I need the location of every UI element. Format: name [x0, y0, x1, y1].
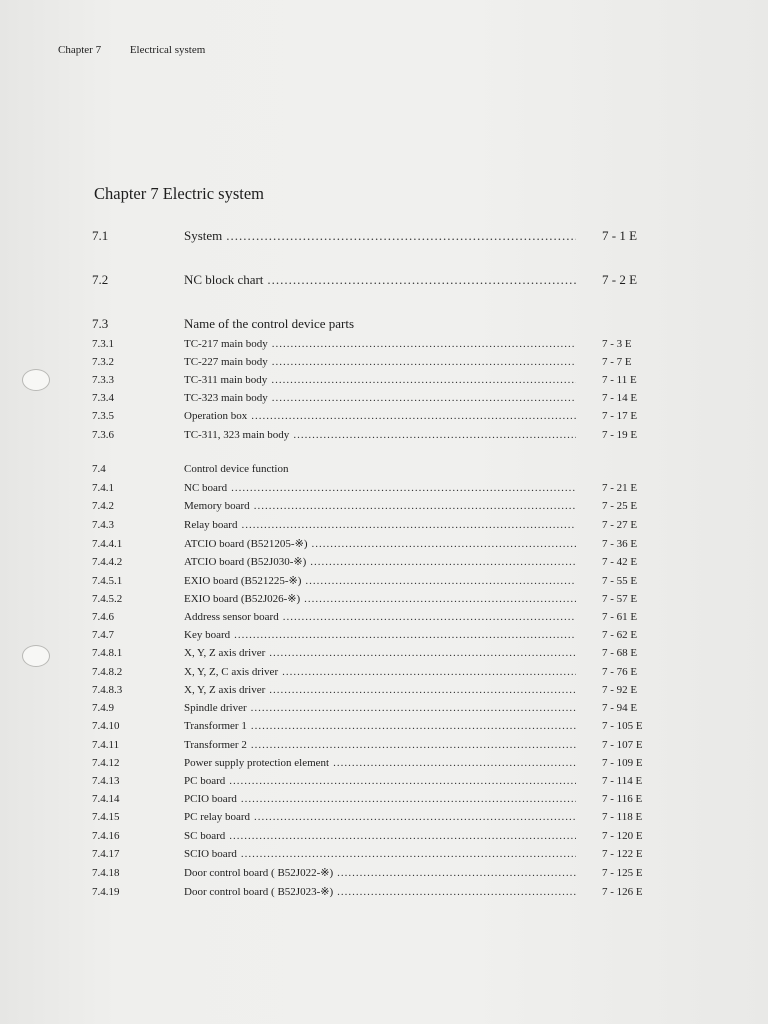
toc-entry-page: 7 - 105 E	[602, 720, 643, 732]
toc-entry-page: 7 - 114 E	[602, 775, 643, 787]
toc-entry-number: 7.3.1	[92, 338, 114, 350]
toc-entry-title: EXIO board (B52J026-※)	[184, 593, 301, 605]
toc-entry-number: 7.4.12	[92, 757, 120, 769]
dot-leader	[234, 629, 576, 641]
toc-entry-page: 7 - 19 E	[602, 429, 638, 441]
toc-entry-number: 7.4.4.2	[92, 556, 123, 568]
toc-entry	[92, 429, 662, 447]
toc-entry	[92, 519, 662, 537]
dot-leader	[226, 228, 576, 244]
toc-entry-number: 7.4.5.1	[92, 575, 123, 587]
toc-entry	[92, 684, 662, 702]
toc-entry-number: 7.4.8.2	[92, 666, 123, 678]
toc-entry-number: 7.3.4	[92, 392, 114, 404]
dot-leader	[229, 830, 576, 842]
dot-leader	[337, 867, 576, 879]
toc-entry-page: 7 - 125 E	[602, 867, 643, 879]
toc-entry-page: 7 - 118 E	[602, 811, 643, 823]
dot-leader	[304, 593, 576, 605]
toc-entry-title: PCIO board	[184, 793, 237, 805]
toc-entry-number: 7.4.8.1	[92, 647, 123, 659]
dot-leader	[269, 647, 576, 659]
toc-entry-page: 7 - 109 E	[602, 757, 643, 769]
toc-entry-title: SC board	[184, 830, 226, 842]
toc-entry-number: 7.1	[92, 228, 109, 243]
toc-entry	[92, 866, 662, 884]
toc-entry	[92, 811, 662, 829]
toc-entry-number: 7.4.5.2	[92, 593, 123, 605]
toc-entry	[92, 647, 662, 665]
toc-entry-title: Door control board ( B52J023-※)	[184, 886, 334, 898]
toc-entry-page: 7 - 25 E	[602, 500, 638, 512]
dot-leader	[251, 410, 576, 422]
toc-entry-number: 7.4.14	[92, 793, 120, 805]
toc-entry-number: 7.3.6	[92, 429, 114, 441]
toc-entry	[92, 228, 662, 246]
toc-entry-page: 7 - 92 E	[602, 684, 638, 696]
toc-entry-title: Transformer 2	[184, 739, 247, 751]
toc-entry-number: 7.4.4.1	[92, 538, 123, 550]
toc-entry-title: NC board	[184, 482, 228, 494]
toc-entry-number: 7.3	[92, 316, 109, 331]
toc-entry	[92, 500, 662, 518]
toc-entry-title: TC-311 main body	[184, 374, 268, 386]
toc-entry-page: 7 - 62 E	[602, 629, 638, 641]
toc-entry-page: 7 - 68 E	[602, 647, 638, 659]
dot-leader	[254, 811, 576, 823]
toc-entry-number: 7.4.9	[92, 702, 114, 714]
toc-entry-title: Door control board ( B52J022-※)	[184, 867, 334, 879]
toc-entry-number: 7.4	[92, 463, 106, 475]
dot-leader	[333, 757, 576, 769]
chapter-title: Chapter 7 Electric system	[94, 184, 264, 203]
toc-entry	[92, 666, 662, 684]
toc-entry	[92, 374, 662, 392]
toc-entry-page: 7 - 120 E	[602, 830, 643, 842]
toc-entry-number: 7.4.11	[92, 739, 120, 751]
toc-entry	[92, 611, 662, 629]
toc-entry-page: 7 - 27 E	[602, 519, 638, 531]
dot-leader	[282, 666, 576, 678]
toc-entry-page: 7 - 1 E	[602, 228, 638, 243]
toc-entry	[92, 392, 662, 410]
toc-entry-number: 7.4.13	[92, 775, 120, 787]
toc-entry-page: 7 - 3 E	[602, 338, 632, 350]
toc-entry-number: 7.4.8.3	[92, 684, 123, 696]
dot-leader	[231, 482, 576, 494]
dot-leader	[283, 611, 576, 623]
toc-entry-page: 7 - 2 E	[602, 272, 638, 287]
toc-entry	[92, 338, 662, 356]
toc-entry	[92, 272, 662, 290]
toc-entry-page: 7 - 36 E	[602, 538, 638, 550]
toc-entry-number: 7.4.19	[92, 886, 120, 898]
toc-entry	[92, 356, 662, 374]
dot-leader	[241, 519, 576, 531]
toc-entry-number: 7.3.2	[92, 356, 114, 368]
toc-entry-page: 7 - 14 E	[602, 392, 638, 404]
toc-entry	[92, 757, 662, 775]
header-section: Electrical system	[129, 44, 206, 56]
toc-entry-title: SCIO board	[184, 848, 237, 860]
toc-entry-number: 7.4.7	[92, 629, 114, 641]
toc-entry	[92, 482, 662, 500]
toc-entry-number: 7.4.2	[92, 500, 114, 512]
toc-entry-title: PC relay board	[184, 811, 250, 823]
toc-entry	[92, 702, 662, 720]
toc-entry	[92, 410, 662, 428]
toc-entry-page: 7 - 76 E	[602, 666, 638, 678]
dot-leader	[337, 886, 576, 898]
toc-entry-number: 7.3.5	[92, 410, 114, 422]
toc-entry	[92, 316, 662, 334]
toc-entry-page: 7 - 17 E	[602, 410, 638, 422]
toc-entry	[92, 848, 662, 866]
toc-entry	[92, 592, 662, 610]
toc-entry	[92, 537, 662, 555]
dot-leader	[272, 392, 576, 404]
dot-leader	[251, 739, 576, 751]
toc-entry-number: 7.3.3	[92, 374, 114, 386]
toc-entry-title: X, Y, Z, C axis driver	[184, 666, 279, 678]
toc-entry-page: 7 - 94 E	[602, 702, 638, 714]
toc-entry-page: 7 - 57 E	[602, 593, 638, 605]
dot-leader	[272, 338, 576, 350]
toc-entry-title: System	[184, 228, 223, 243]
toc-entry-number: 7.4.15	[92, 811, 120, 823]
toc-entry-title: TC-311, 323 main body	[184, 429, 290, 441]
toc-entry-number: 7.4.10	[92, 720, 120, 732]
toc-entry-title: Key board	[184, 629, 231, 641]
toc-entry-title: Name of the control device parts	[184, 316, 355, 331]
toc-entry-title: EXIO board (B521225-※)	[184, 575, 302, 587]
toc-entry-title: X, Y, Z axis driver	[184, 684, 266, 696]
dot-leader	[241, 793, 576, 805]
dot-leader	[311, 538, 576, 550]
toc-entry-page: 7 - 11 E	[602, 374, 637, 386]
dot-leader	[229, 775, 576, 787]
toc-entry-title: TC-217 main body	[184, 338, 268, 350]
toc-entry-page: 7 - 61 E	[602, 611, 638, 623]
toc-entry-number: 7.4.6	[92, 611, 114, 623]
toc-entry-number: 7.4.18	[92, 867, 120, 879]
toc-entry	[92, 574, 662, 592]
toc-entry	[92, 555, 662, 573]
toc-entry-title: Address sensor board	[184, 611, 279, 623]
toc-entry-page: 7 - 7 E	[602, 356, 632, 368]
toc-entry	[92, 629, 662, 647]
header-chapter: Chapter 7	[58, 44, 102, 56]
toc-entry-title: NC block chart	[184, 272, 264, 287]
dot-leader	[251, 720, 576, 732]
toc-entry-title: ATCIO board (B52J030-※)	[184, 556, 307, 568]
toc-entry-page: 7 - 21 E	[602, 482, 638, 494]
toc-entry	[92, 830, 662, 848]
punch-hole	[22, 369, 50, 391]
toc-entry	[92, 775, 662, 793]
toc-entry	[92, 720, 662, 738]
toc-entry-number: 7.4.3	[92, 519, 114, 531]
toc-entry-title: Transformer 1	[184, 720, 247, 732]
toc-entry-title: Power supply protection element	[184, 757, 330, 769]
dot-leader	[251, 702, 576, 714]
toc-entry	[92, 463, 662, 481]
toc-entry	[92, 739, 662, 757]
toc-entry-title: TC-323 main body	[184, 392, 268, 404]
toc-entry-title: Relay board	[184, 519, 238, 531]
toc-entry-title: PC board	[184, 775, 226, 787]
dot-leader	[254, 500, 576, 512]
toc-entry-title: ATCIO board (B521205-※)	[184, 538, 308, 550]
toc-entry-number: 7.4.16	[92, 830, 120, 842]
toc-entry-title: Control device function	[184, 463, 289, 475]
dot-leader	[269, 684, 576, 696]
toc-entry-page: 7 - 122 E	[602, 848, 643, 860]
dot-leader	[293, 429, 576, 441]
toc-entry-title: Memory board	[184, 500, 250, 512]
toc-entry-title: Operation box	[184, 410, 248, 422]
toc-entry	[92, 793, 662, 811]
toc-entry-page: 7 - 42 E	[602, 556, 638, 568]
toc-entry-number: 7.4.1	[92, 482, 114, 494]
toc-entry	[92, 885, 662, 903]
toc-entry-title: Spindle driver	[184, 702, 247, 714]
running-header	[58, 44, 231, 56]
toc-entry-title: TC-227 main body	[184, 356, 268, 368]
toc-entry-title: X, Y, Z axis driver	[184, 647, 266, 659]
dot-leader	[271, 374, 576, 386]
dot-leader	[310, 556, 576, 568]
toc-entry-page: 7 - 126 E	[602, 886, 643, 898]
toc-entry-number: 7.4.17	[92, 848, 120, 860]
dot-leader	[272, 356, 576, 368]
toc-entry-page: 7 - 107 E	[602, 739, 643, 751]
toc-entry-page: 7 - 116 E	[602, 793, 643, 805]
dot-leader	[267, 272, 576, 288]
dot-leader	[241, 848, 576, 860]
dot-leader	[305, 575, 576, 587]
toc-entry-number: 7.2	[92, 272, 109, 287]
toc-entry-page: 7 - 55 E	[602, 575, 638, 587]
punch-hole	[22, 645, 50, 667]
